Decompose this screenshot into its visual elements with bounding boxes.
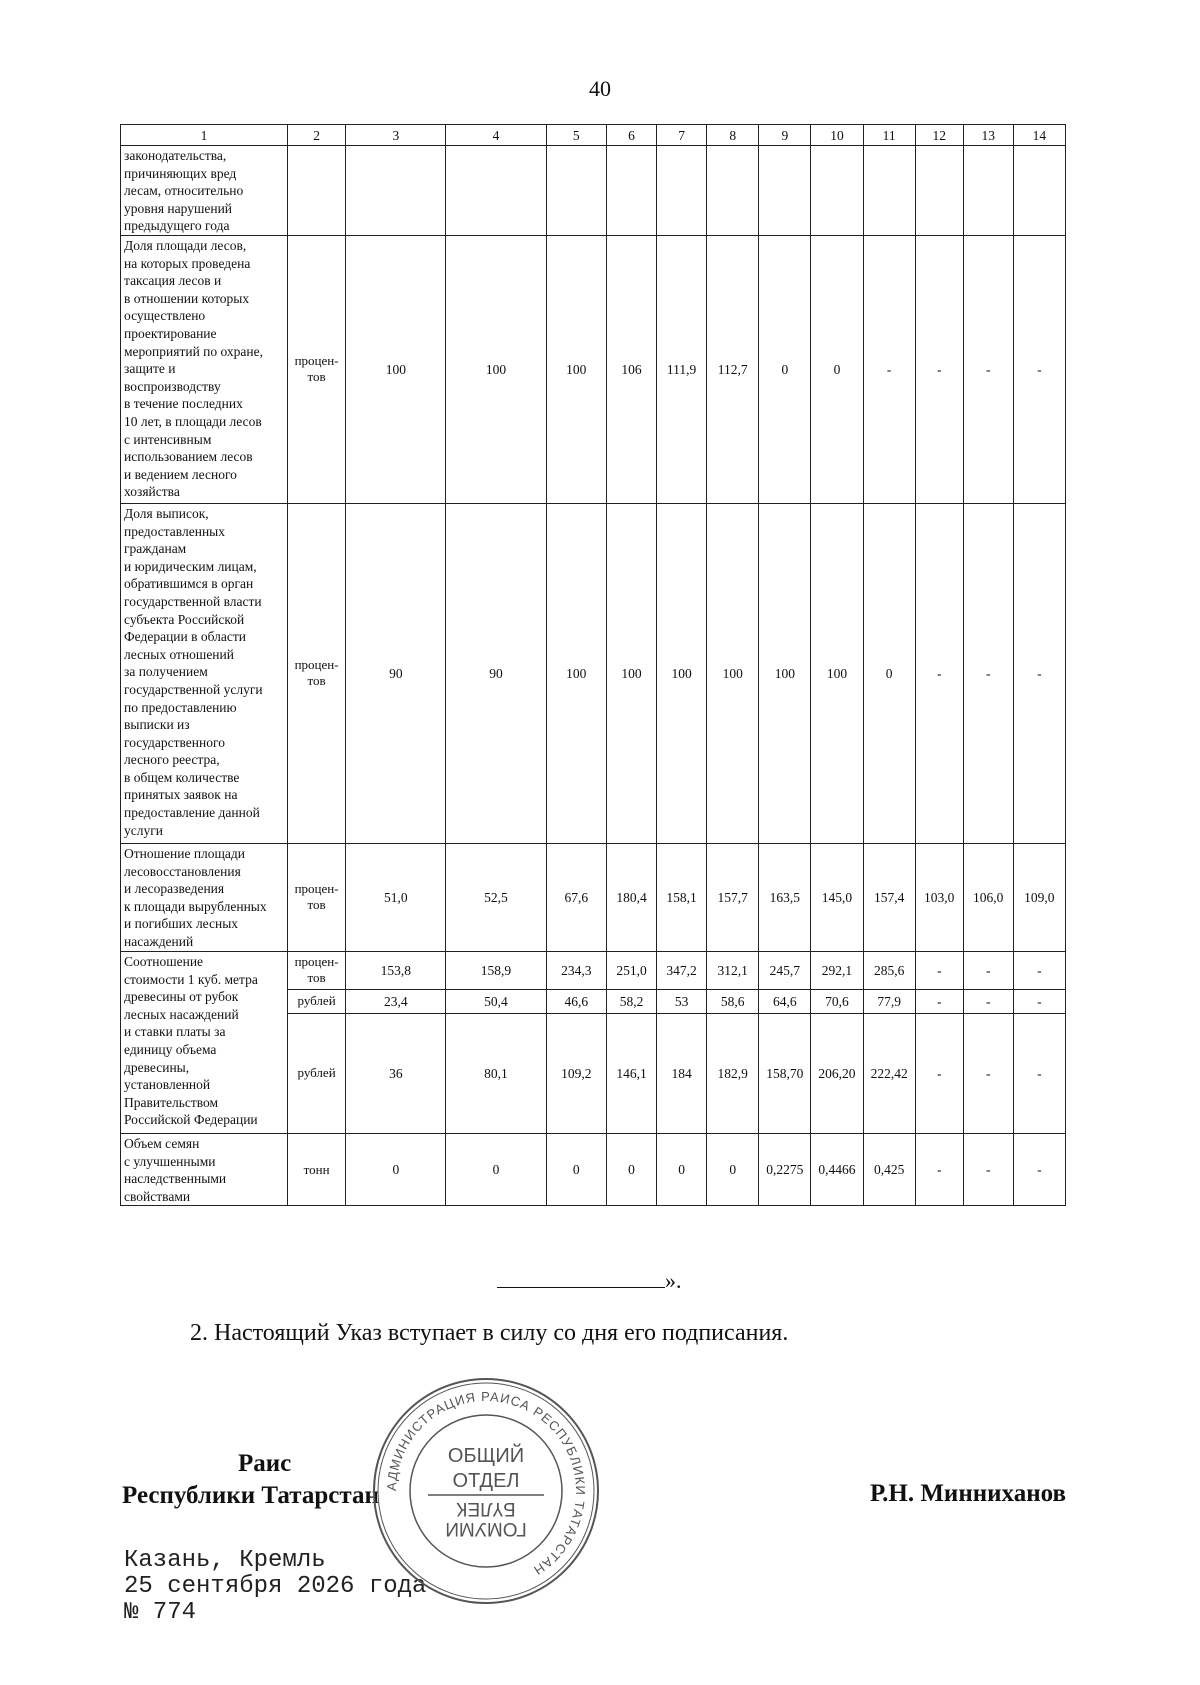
value-cell: [759, 146, 811, 236]
value-cell: 106: [607, 235, 657, 503]
value-cell: 109,0: [1013, 843, 1065, 951]
value-cell: 146,1: [607, 1013, 657, 1133]
value-cell: [546, 146, 606, 236]
value-cell: -: [1013, 1133, 1065, 1205]
unit-cell: процен- тов: [287, 951, 345, 989]
table-row: [121, 843, 1066, 951]
seal-center-top: ОБЩИЙ: [447, 1445, 525, 1467]
value-cell: 100: [657, 503, 707, 843]
value-cell: 0: [863, 503, 915, 843]
signer-name: Р.Н. Минниханов: [869, 1480, 1066, 1507]
value-cell: 184: [657, 1013, 707, 1133]
value-cell: -: [963, 951, 1013, 989]
unit-cell: процен- тов: [287, 843, 345, 951]
value-cell: -: [915, 503, 963, 843]
value-cell: 158,9: [446, 951, 546, 989]
date: 25 сентября 2026 года: [124, 1573, 427, 1600]
closing-rule: [497, 1273, 665, 1288]
value-cell: -: [963, 1013, 1013, 1133]
header-cell: 12: [915, 125, 963, 146]
header-cell: 9: [759, 125, 811, 146]
indicator-name: Объем семян с улучшенными наследственными свойствами: [121, 1133, 288, 1205]
value-cell: 206,20: [811, 1013, 863, 1133]
value-cell: 100: [546, 235, 606, 503]
value-cell: 103,0: [915, 843, 963, 951]
value-cell: -: [915, 951, 963, 989]
value-cell: 90: [446, 503, 546, 843]
value-cell: 0: [811, 235, 863, 503]
value-cell: [915, 146, 963, 236]
value-cell: 100: [759, 503, 811, 843]
indicator-name: Доля площади лесов, на которых проведена таксация лесов и в отношении которых осуществлено проектирование мероприятий по охране, защите и воспроизводству в течение последних 10 лет, в площади лесов с интенсивным использованием лесов и ведением лесного хозяйства: [121, 235, 288, 503]
value-cell: -: [963, 1133, 1013, 1205]
seal-center-bottom1: ГОМУМИ: [445, 1518, 527, 1539]
value-cell: 285,6: [863, 951, 915, 989]
value-cell: 106,0: [963, 843, 1013, 951]
unit-cell: [287, 146, 345, 236]
table-row: [121, 951, 1066, 989]
value-cell: 180,4: [607, 843, 657, 951]
value-cell: 0: [346, 1133, 446, 1205]
indicator-name: Доля выписок, предоставленных гражданам и юридическим лицам, обратившимся в орган государственной власти субъекта Российской Федерации в области лесных отношений за получением государственной услуги по предоставлению выписки из государственного лесного реестра, в общем количестве принятых заявок на предоставление данной услуги: [121, 503, 288, 843]
official-seal: [370, 1375, 602, 1607]
value-cell: 145,0: [811, 843, 863, 951]
value-cell: 0: [546, 1133, 606, 1205]
value-cell: 36: [346, 1013, 446, 1133]
value-cell: [863, 146, 915, 236]
value-cell: [346, 146, 446, 236]
value-cell: 347,2: [657, 951, 707, 989]
value-cell: -: [1013, 989, 1065, 1013]
value-cell: 111,9: [657, 235, 707, 503]
value-cell: 222,42: [863, 1013, 915, 1133]
value-cell: -: [1013, 235, 1065, 503]
indicator-table: [120, 124, 1066, 1206]
value-cell: 80,1: [446, 1013, 546, 1133]
header-cell: 11: [863, 125, 915, 146]
value-cell: 64,6: [759, 989, 811, 1013]
unit-cell: тонн: [287, 1133, 345, 1205]
value-cell: 182,9: [707, 1013, 759, 1133]
value-cell: 0: [759, 235, 811, 503]
seal-center-bottom2: БҮЛЕК: [456, 1498, 516, 1519]
value-cell: 0,2275: [759, 1133, 811, 1205]
value-cell: -: [915, 1013, 963, 1133]
value-cell: 157,7: [707, 843, 759, 951]
table-row: [121, 146, 1066, 236]
indicator-name: Отношение площади лесовосстановления и лесоразведения к площади вырубленных и погибших лесных насаждений: [121, 843, 288, 951]
unit-cell: рублей: [287, 1013, 345, 1133]
value-cell: 157,4: [863, 843, 915, 951]
value-cell: -: [963, 235, 1013, 503]
value-cell: [657, 146, 707, 236]
value-cell: -: [915, 989, 963, 1013]
clause-2: 2. Настоящий Указ вступает в силу со дня его подписания.: [190, 1320, 789, 1346]
value-cell: 52,5: [446, 843, 546, 951]
table-row: [121, 235, 1066, 503]
table-row: [121, 503, 1066, 843]
value-cell: 0: [446, 1133, 546, 1205]
value-cell: 67,6: [546, 843, 606, 951]
value-cell: 158,1: [657, 843, 707, 951]
table-row: [121, 1133, 1066, 1205]
seal-ring-text: АДМИНИСТРАЦИЯ РАИСА РЕСПУБЛИКИ ТАТАРСТАН: [383, 1388, 589, 1579]
value-cell: 0: [607, 1133, 657, 1205]
value-cell: 0: [707, 1133, 759, 1205]
indicator-name: Соотношение стоимости 1 куб. метра древесины от рубок лесных насаждений и ставки платы за единицу объема древесины, установленной Правительством Российской Федерации: [121, 951, 288, 1133]
value-cell: 58,6: [707, 989, 759, 1013]
value-cell: 112,7: [707, 235, 759, 503]
header-cell: 6: [607, 125, 657, 146]
value-cell: 234,3: [546, 951, 606, 989]
value-cell: 292,1: [811, 951, 863, 989]
signature-title: [122, 1448, 379, 1512]
value-cell: -: [915, 235, 963, 503]
value-cell: [607, 146, 657, 236]
closing-mark: [497, 1268, 682, 1294]
header-cell: 2: [287, 125, 345, 146]
value-cell: 100: [607, 503, 657, 843]
header-cell: 10: [811, 125, 863, 146]
value-cell: -: [1013, 503, 1065, 843]
value-cell: 100: [811, 503, 863, 843]
value-cell: -: [863, 235, 915, 503]
value-cell: -: [1013, 951, 1065, 989]
place: Казань, Кремль: [124, 1547, 326, 1574]
decree-number: № 774: [124, 1599, 197, 1626]
value-cell: 0,425: [863, 1133, 915, 1205]
value-cell: 153,8: [346, 951, 446, 989]
header-cell: 13: [963, 125, 1013, 146]
header-cell: 4: [446, 125, 546, 146]
value-cell: 23,4: [346, 989, 446, 1013]
value-cell: 245,7: [759, 951, 811, 989]
value-cell: [963, 146, 1013, 236]
header-cell: 5: [546, 125, 606, 146]
value-cell: -: [963, 989, 1013, 1013]
value-cell: 163,5: [759, 843, 811, 951]
table-header-row: [121, 125, 1066, 146]
page-number: 40: [589, 76, 611, 101]
value-cell: -: [963, 503, 1013, 843]
value-cell: 100: [346, 235, 446, 503]
value-cell: 100: [546, 503, 606, 843]
seal-center-mid: ОТДЕЛ: [452, 1470, 520, 1492]
value-cell: [707, 146, 759, 236]
unit-cell: рублей: [287, 989, 345, 1013]
value-cell: 109,2: [546, 1013, 606, 1133]
signature-title-line2: Республики Татарстан: [122, 1482, 379, 1509]
value-cell: 70,6: [811, 989, 863, 1013]
header-cell: 14: [1013, 125, 1065, 146]
unit-cell: процен- тов: [287, 235, 345, 503]
value-cell: 100: [446, 235, 546, 503]
value-cell: [1013, 146, 1065, 236]
indicator-name: законодательства, причиняющих вред лесам, относительно уровня нарушений предыдущего года: [121, 146, 288, 236]
value-cell: 53: [657, 989, 707, 1013]
value-cell: 100: [707, 503, 759, 843]
value-cell: 0,4466: [811, 1133, 863, 1205]
value-cell: 58,2: [607, 989, 657, 1013]
value-cell: 158,70: [759, 1013, 811, 1133]
value-cell: 251,0: [607, 951, 657, 989]
value-cell: 312,1: [707, 951, 759, 989]
value-cell: -: [1013, 1013, 1065, 1133]
value-cell: -: [915, 1133, 963, 1205]
header-cell: 8: [707, 125, 759, 146]
value-cell: 50,4: [446, 989, 546, 1013]
closing-quote: ».: [665, 1268, 682, 1293]
header-cell: 7: [657, 125, 707, 146]
value-cell: 0: [657, 1133, 707, 1205]
value-cell: 46,6: [546, 989, 606, 1013]
value-cell: 77,9: [863, 989, 915, 1013]
header-cell: 1: [121, 125, 288, 146]
unit-cell: процен- тов: [287, 503, 345, 843]
value-cell: 90: [346, 503, 446, 843]
header-cell: 3: [346, 125, 446, 146]
value-cell: [811, 146, 863, 236]
value-cell: [446, 146, 546, 236]
signature-title-line1: Раис: [238, 1450, 292, 1477]
value-cell: 51,0: [346, 843, 446, 951]
